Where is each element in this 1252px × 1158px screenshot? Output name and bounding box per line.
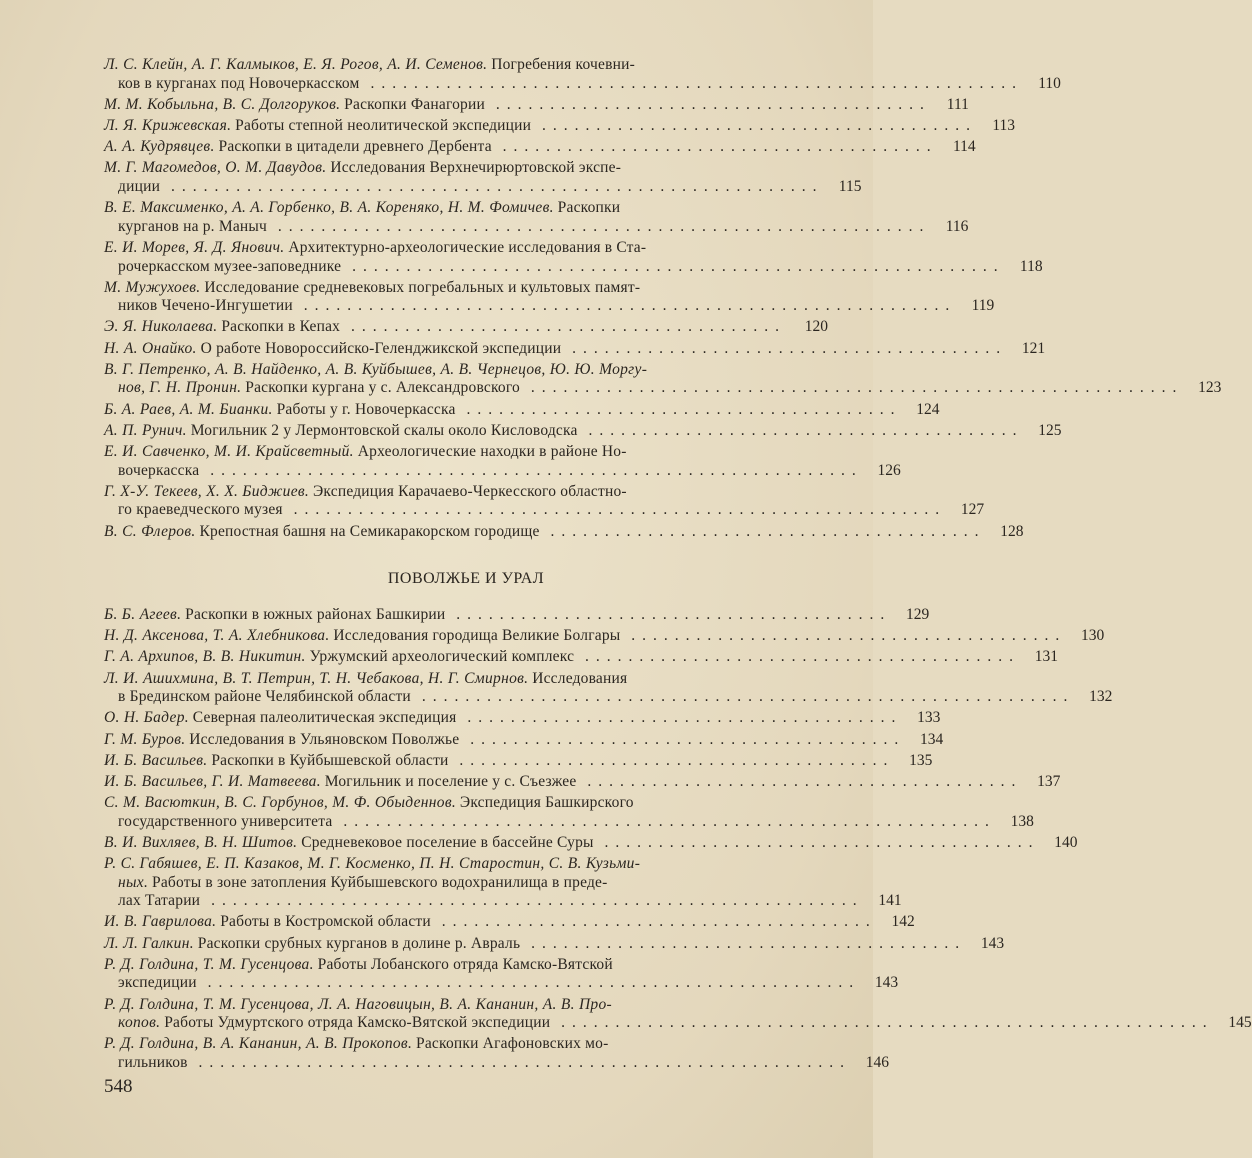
entry-authors: Л. Л. Галкин. [104, 934, 194, 952]
toc-entry [104, 318, 828, 337]
leader-dots: ............................................................ [199, 461, 863, 479]
entry-page-number: 111 [946, 95, 969, 113]
toc-entry-text [104, 318, 790, 337]
entry-title-cont: экспедиции [118, 974, 197, 992]
page-number: 548 [104, 1076, 133, 1097]
toc-entry [104, 669, 1113, 707]
toc-entry [104, 855, 902, 911]
toc-entry-text [104, 731, 905, 750]
toc-entry [104, 709, 941, 728]
entry-page-number: 143 [980, 934, 1005, 952]
toc-entry-text [104, 159, 823, 196]
entry-page-number: 110 [1038, 74, 1061, 92]
toc-entry [104, 995, 1252, 1033]
entry-authors: И. Б. Васильев. [104, 751, 208, 769]
toc-entry-text [104, 670, 1074, 707]
toc-entry-text [104, 794, 996, 831]
entry-authors: Р. С. Габяшев, Е. П. Казаков, М. Г. Косменко, П. Н. Старостин, С. В. Кузьми- [104, 855, 641, 873]
leader-dots: ............................................................ [160, 177, 824, 195]
entry-title: Крепостная башня на Семикаракорском городище [199, 522, 540, 540]
entry-page-number: 126 [877, 461, 901, 479]
toc-entry-text [104, 523, 986, 542]
toc-entry-text [104, 773, 1022, 792]
entry-authors: Р. Д. Голдина, Т. М. Гусенцова, Л. А. Наговицын, В. А. Кананин, А. В. Про- [104, 995, 612, 1013]
entry-authors: В. С. Флеров. [104, 522, 196, 540]
leader-dots: ........................................ [576, 772, 1023, 790]
entry-page-number: 114 [952, 138, 976, 156]
entry-authors: Н. А. Онайко. [104, 339, 197, 357]
toc-entry-text [104, 709, 902, 728]
entry-title-cont: государственного университета [118, 812, 333, 830]
toc-entry-text [104, 361, 1183, 398]
entry-page-number: 132 [1089, 688, 1113, 706]
leader-dots: ........................................ [455, 400, 902, 418]
leader-dots: ............................................................ [200, 892, 864, 910]
entry-page-number: 121 [1021, 339, 1046, 357]
leader-dots: ........................................ [459, 730, 906, 748]
toc-entry [104, 913, 915, 932]
entry-page-number: 133 [917, 709, 941, 727]
toc-entry-text [104, 401, 901, 420]
leader-dots: ............................................................ [292, 297, 957, 315]
toc-entry [104, 421, 1062, 441]
leader-dots: ........................................ [445, 606, 892, 623]
entry-title: Архитектурно-археологические исследования в Ста- [288, 238, 647, 256]
entry-page-number: 130 [1081, 627, 1105, 645]
entry-authors: Г. М. Буров. [104, 730, 186, 748]
toc-entry [104, 238, 1043, 276]
toc-entry [104, 278, 995, 316]
leader-dots: ........................................ [491, 138, 938, 156]
toc-entry [104, 522, 1024, 542]
entry-title: Экспедиция Башкирского [459, 794, 634, 812]
toc-entry-text [104, 138, 938, 157]
entry-title: Могильник и поселение у с. Съезжее [324, 772, 577, 790]
leader-dots: ........................................ [574, 648, 1021, 666]
entry-title: О работе Новороссийско-Геленджикской экспедиции [200, 339, 562, 357]
toc-entry [104, 648, 1059, 667]
entry-authors: В. Г. Петренко, А. В. Найденко, А. В. Куйбышев, А. В. Чернецов, Ю. Ю. Моргу- [104, 360, 648, 378]
entry-title: Работы у г. Новочеркасска [276, 400, 456, 418]
entry-page-number: 119 [971, 297, 995, 315]
entry-title-cont: курганов на р. Маныч [118, 217, 268, 235]
entry-title: Могильник 2 у Лермонтовской скалы около Кисловодска [190, 421, 578, 439]
leader-dots: ........................................ [593, 833, 1040, 851]
toc-entry-text [104, 627, 1066, 646]
toc-entry [104, 751, 933, 771]
toc-entry-text [104, 117, 977, 136]
entry-title: Исследования Верхнечирюртовской экспе- [330, 159, 622, 177]
toc-entry [104, 934, 1005, 954]
entry-page-number: 142 [891, 913, 915, 931]
entry-title: Исследования в Ульяновском Поволжье [189, 730, 460, 748]
leader-dots: ............................................................ [550, 1014, 1214, 1032]
entry-authors-cont: копов. [118, 1014, 161, 1032]
entry-title: Исследования [532, 669, 628, 687]
leader-dots: ........................................ [456, 709, 903, 727]
toc-entry-text [104, 239, 1005, 276]
toc-entry-text [104, 648, 1020, 667]
entry-page-number: 129 [906, 606, 930, 623]
entry-authors: Л. И. Ашихмина, В. Т. Петрин, Т. Н. Чебакова, Н. Г. Смирнов. [104, 669, 529, 687]
toc-entry [104, 400, 940, 420]
entry-page-number: 145 [1228, 1014, 1252, 1032]
entry-authors: В. И. Вихляев, В. Н. Шитов. [104, 833, 298, 851]
entry-title: Работы Лобанского отряда Камско-Вятской [317, 955, 613, 973]
entry-title-cont: лах Татарии [118, 892, 201, 910]
entry-page-number: 138 [1010, 812, 1034, 830]
entry-title: Археологические находки в районе Но- [357, 443, 627, 460]
section-heading: ПОВОЛЖЬЕ И УРАЛ [387, 570, 545, 587]
entry-authors-cont: ных. [118, 873, 149, 891]
entry-authors: Э. Я. Николаева. [104, 318, 218, 336]
entry-authors: И. Б. Васильев, Г. И. Матвеева. [104, 772, 321, 790]
entry-page-number: 124 [916, 400, 940, 418]
toc-entry [104, 833, 1078, 853]
entry-authors: В. Е. Максименко, А. А. Горбенко, В. А. Кореняко, Н. М. Фомичев. [104, 199, 554, 217]
leader-dots: ........................................ [430, 913, 877, 931]
entry-title-cont: Работы в зоне затопления Куйбышевского водохранилища в преде- [152, 873, 608, 891]
entry-title: Северная палеолитическая экспедиция [192, 709, 457, 727]
entry-title: Погребения кочевни- [491, 56, 635, 73]
entry-title-cont: вочеркасска [118, 461, 200, 479]
entry-title: Экспедиция Карачаево-Черкесского областно- [312, 482, 627, 500]
toc-entry-text [104, 443, 863, 480]
toc-entry [104, 482, 985, 520]
entry-title-cont: го краеведческого музея [118, 501, 283, 519]
leader-dots: ............................................................ [196, 974, 861, 992]
toc-entry-text [104, 483, 946, 520]
toc-entry [104, 95, 969, 115]
entry-authors: М. Мужухоев. [104, 278, 201, 296]
toc-entry [104, 794, 1034, 831]
entry-title: Раскопки в цитадели древнего Дербента [218, 138, 492, 156]
entry-title-cont: Работы Удмуртского отряда Камско-Вятской экспедиции [164, 1014, 551, 1032]
toc-entry [104, 199, 969, 236]
entry-title: Раскопки Фанагории [344, 95, 486, 113]
entry-page-number: 116 [945, 217, 969, 235]
entry-authors: Б. Б. Агеев. [104, 606, 182, 623]
toc-entry-text [104, 279, 956, 316]
toc-section-volga-ural [104, 606, 1252, 1075]
toc-entry-text [104, 913, 877, 932]
toc-entry-text [104, 199, 930, 236]
entry-authors: Е. И. Морев, Я. Д. Янович. [104, 238, 285, 256]
entry-title: Исследования городища Великие Болгары [333, 627, 621, 645]
leader-dots: ............................................................ [519, 379, 1184, 397]
entry-title-cont: ников Чечено-Ингушетии [118, 297, 293, 315]
leader-dots: ........................................ [539, 522, 986, 540]
entry-title-cont: рочеркасском музее-заповеднике [118, 257, 342, 275]
entry-title: Исследование средневековых погребальных и культовых памят- [204, 278, 641, 296]
toc-entry-text [104, 56, 1023, 93]
leader-dots: ........................................ [531, 116, 978, 134]
toc-entry-text [104, 606, 891, 625]
toc-entry-text [104, 996, 1214, 1033]
entry-authors: Г. Х-У. Текеев, Х. Х. Биджиев. [104, 482, 310, 500]
entry-authors: Р. Д. Голдина, В. А. Кананин, А. В. Прокопов. [104, 1035, 413, 1053]
toc-entry [104, 159, 862, 196]
toc-entry [104, 339, 1046, 359]
entry-authors: Н. Д. Аксенова, Т. А. Хлебникова. [104, 627, 330, 645]
entry-page-number: 131 [1034, 648, 1059, 666]
entry-title: Уржумский археологический комплекс [309, 648, 575, 666]
leader-dots: ........................................ [577, 421, 1024, 439]
entry-authors: Г. А. Архипов, В. В. Никитин. [104, 648, 306, 666]
entry-page-number: 115 [838, 177, 862, 195]
toc-entry [104, 955, 899, 993]
toc-entry-text [104, 956, 860, 993]
leader-dots: ............................................................ [332, 812, 996, 830]
entry-page-number: 137 [1037, 772, 1061, 790]
entry-page-number: 113 [992, 116, 1016, 134]
entry-authors: Л. С. Клейн, А. Г. Калмыков, Е. Я. Рогов, А. И. Семенов. [104, 56, 488, 73]
toc-entry [104, 116, 1016, 136]
toc-entry [104, 360, 1222, 398]
entry-authors-cont: нов, Г. Н. Пронин. [118, 379, 242, 397]
toc-section-caucasus [104, 56, 1222, 544]
entry-page-number: 141 [878, 892, 902, 910]
toc-entry-text [104, 422, 1023, 441]
entry-title-cont: в Брединском районе Челябинской области [118, 688, 411, 706]
leader-dots: ............................................................ [341, 257, 1005, 275]
entry-page-number: 120 [804, 318, 828, 336]
entry-title-cont: ков в курганах под Новочеркасском [118, 74, 360, 92]
toc-entry-text [104, 340, 1007, 359]
toc-entry-text [104, 752, 894, 771]
entry-title: Раскопки срубных курганов в долине р. Авраль [197, 934, 521, 952]
toc-entry [104, 443, 901, 480]
toc-entry [104, 730, 944, 750]
toc-entry [104, 56, 1061, 93]
entry-page-number: 118 [1019, 257, 1043, 275]
entry-title: Раскопки в южных районах Башкирии [185, 606, 446, 623]
entry-page-number: 146 [865, 1053, 890, 1071]
leader-dots: ........................................ [620, 627, 1067, 645]
leader-dots: ............................................................ [359, 74, 1023, 92]
entry-authors: И. В. Гаврилова. [104, 913, 217, 931]
entry-page-number: 140 [1054, 833, 1078, 851]
entry-page-number: 128 [1000, 522, 1024, 540]
entry-authors: О. Н. Бадер. [104, 709, 189, 727]
toc-entry-text [104, 855, 864, 911]
entry-title: Средневековое поселение в бассейне Суры [301, 833, 594, 851]
entry-page-number: 134 [919, 730, 944, 748]
entry-authors: Б. А. Раев, А. М. Бианки. [104, 400, 273, 418]
leader-dots: ........................................ [448, 751, 895, 769]
entry-title: Раскопки в Куйбышевской области [211, 751, 449, 769]
entry-page-number: 135 [909, 751, 933, 769]
entry-page-number: 123 [1198, 379, 1222, 397]
leader-dots: ........................................ [561, 339, 1008, 357]
entry-title: Раскопки в Кепах [221, 318, 341, 336]
leader-dots: ........................................ [340, 318, 787, 336]
entry-page-number: 125 [1038, 421, 1062, 439]
entry-title-cont: гильников [118, 1053, 188, 1071]
leader-dots: ............................................................ [282, 501, 947, 519]
entry-title: Раскопки Агафоновских мо- [416, 1035, 609, 1053]
leader-dots: ........................................ [485, 95, 931, 113]
leader-dots: ........................................ [520, 934, 967, 952]
entry-page-number: 127 [960, 501, 985, 519]
entry-title-cont: Раскопки кургана у с. Александровского [245, 379, 520, 397]
entry-authors: Л. Я. Крижевская. [104, 116, 232, 134]
toc-entry-text [104, 96, 931, 115]
entry-authors: С. М. Васюткин, В. С. Горбунов, М. Ф. Обыденнов. [104, 794, 457, 812]
entry-authors: А. А. Кудрявцев. [104, 138, 215, 156]
toc-entry-text [104, 935, 966, 954]
entry-page-number: 143 [874, 974, 899, 992]
toc-entry [104, 606, 930, 625]
toc-entry-text [104, 1035, 851, 1072]
entry-title: Работы степной неолитической экспедиции [235, 116, 532, 134]
leader-dots: ............................................................ [410, 688, 1075, 706]
toc-entry [104, 772, 1061, 792]
leader-dots: ............................................................ [267, 217, 931, 235]
entry-authors: А. П. Рунич. [104, 421, 187, 439]
entry-title: Работы в Костромской области [220, 913, 431, 931]
toc-entry [104, 138, 976, 157]
toc-entry-text [104, 834, 1040, 853]
toc-entry [104, 627, 1105, 646]
entry-authors: М. М. Кобыльна, В. С. Долгоруков. [104, 95, 341, 113]
leader-dots: ............................................................ [187, 1053, 852, 1071]
entry-authors: М. Г. Магомедов, О. М. Давудов. [104, 159, 327, 177]
toc-entry [104, 1035, 890, 1072]
entry-authors: Е. И. Савченко, М. И. Крайсветный. [104, 443, 354, 460]
entry-authors: Р. Д. Голдина, Т. М. Гусенцова. [104, 955, 314, 973]
entry-title: Раскопки [557, 199, 621, 217]
entry-title-cont: диции [118, 177, 161, 195]
